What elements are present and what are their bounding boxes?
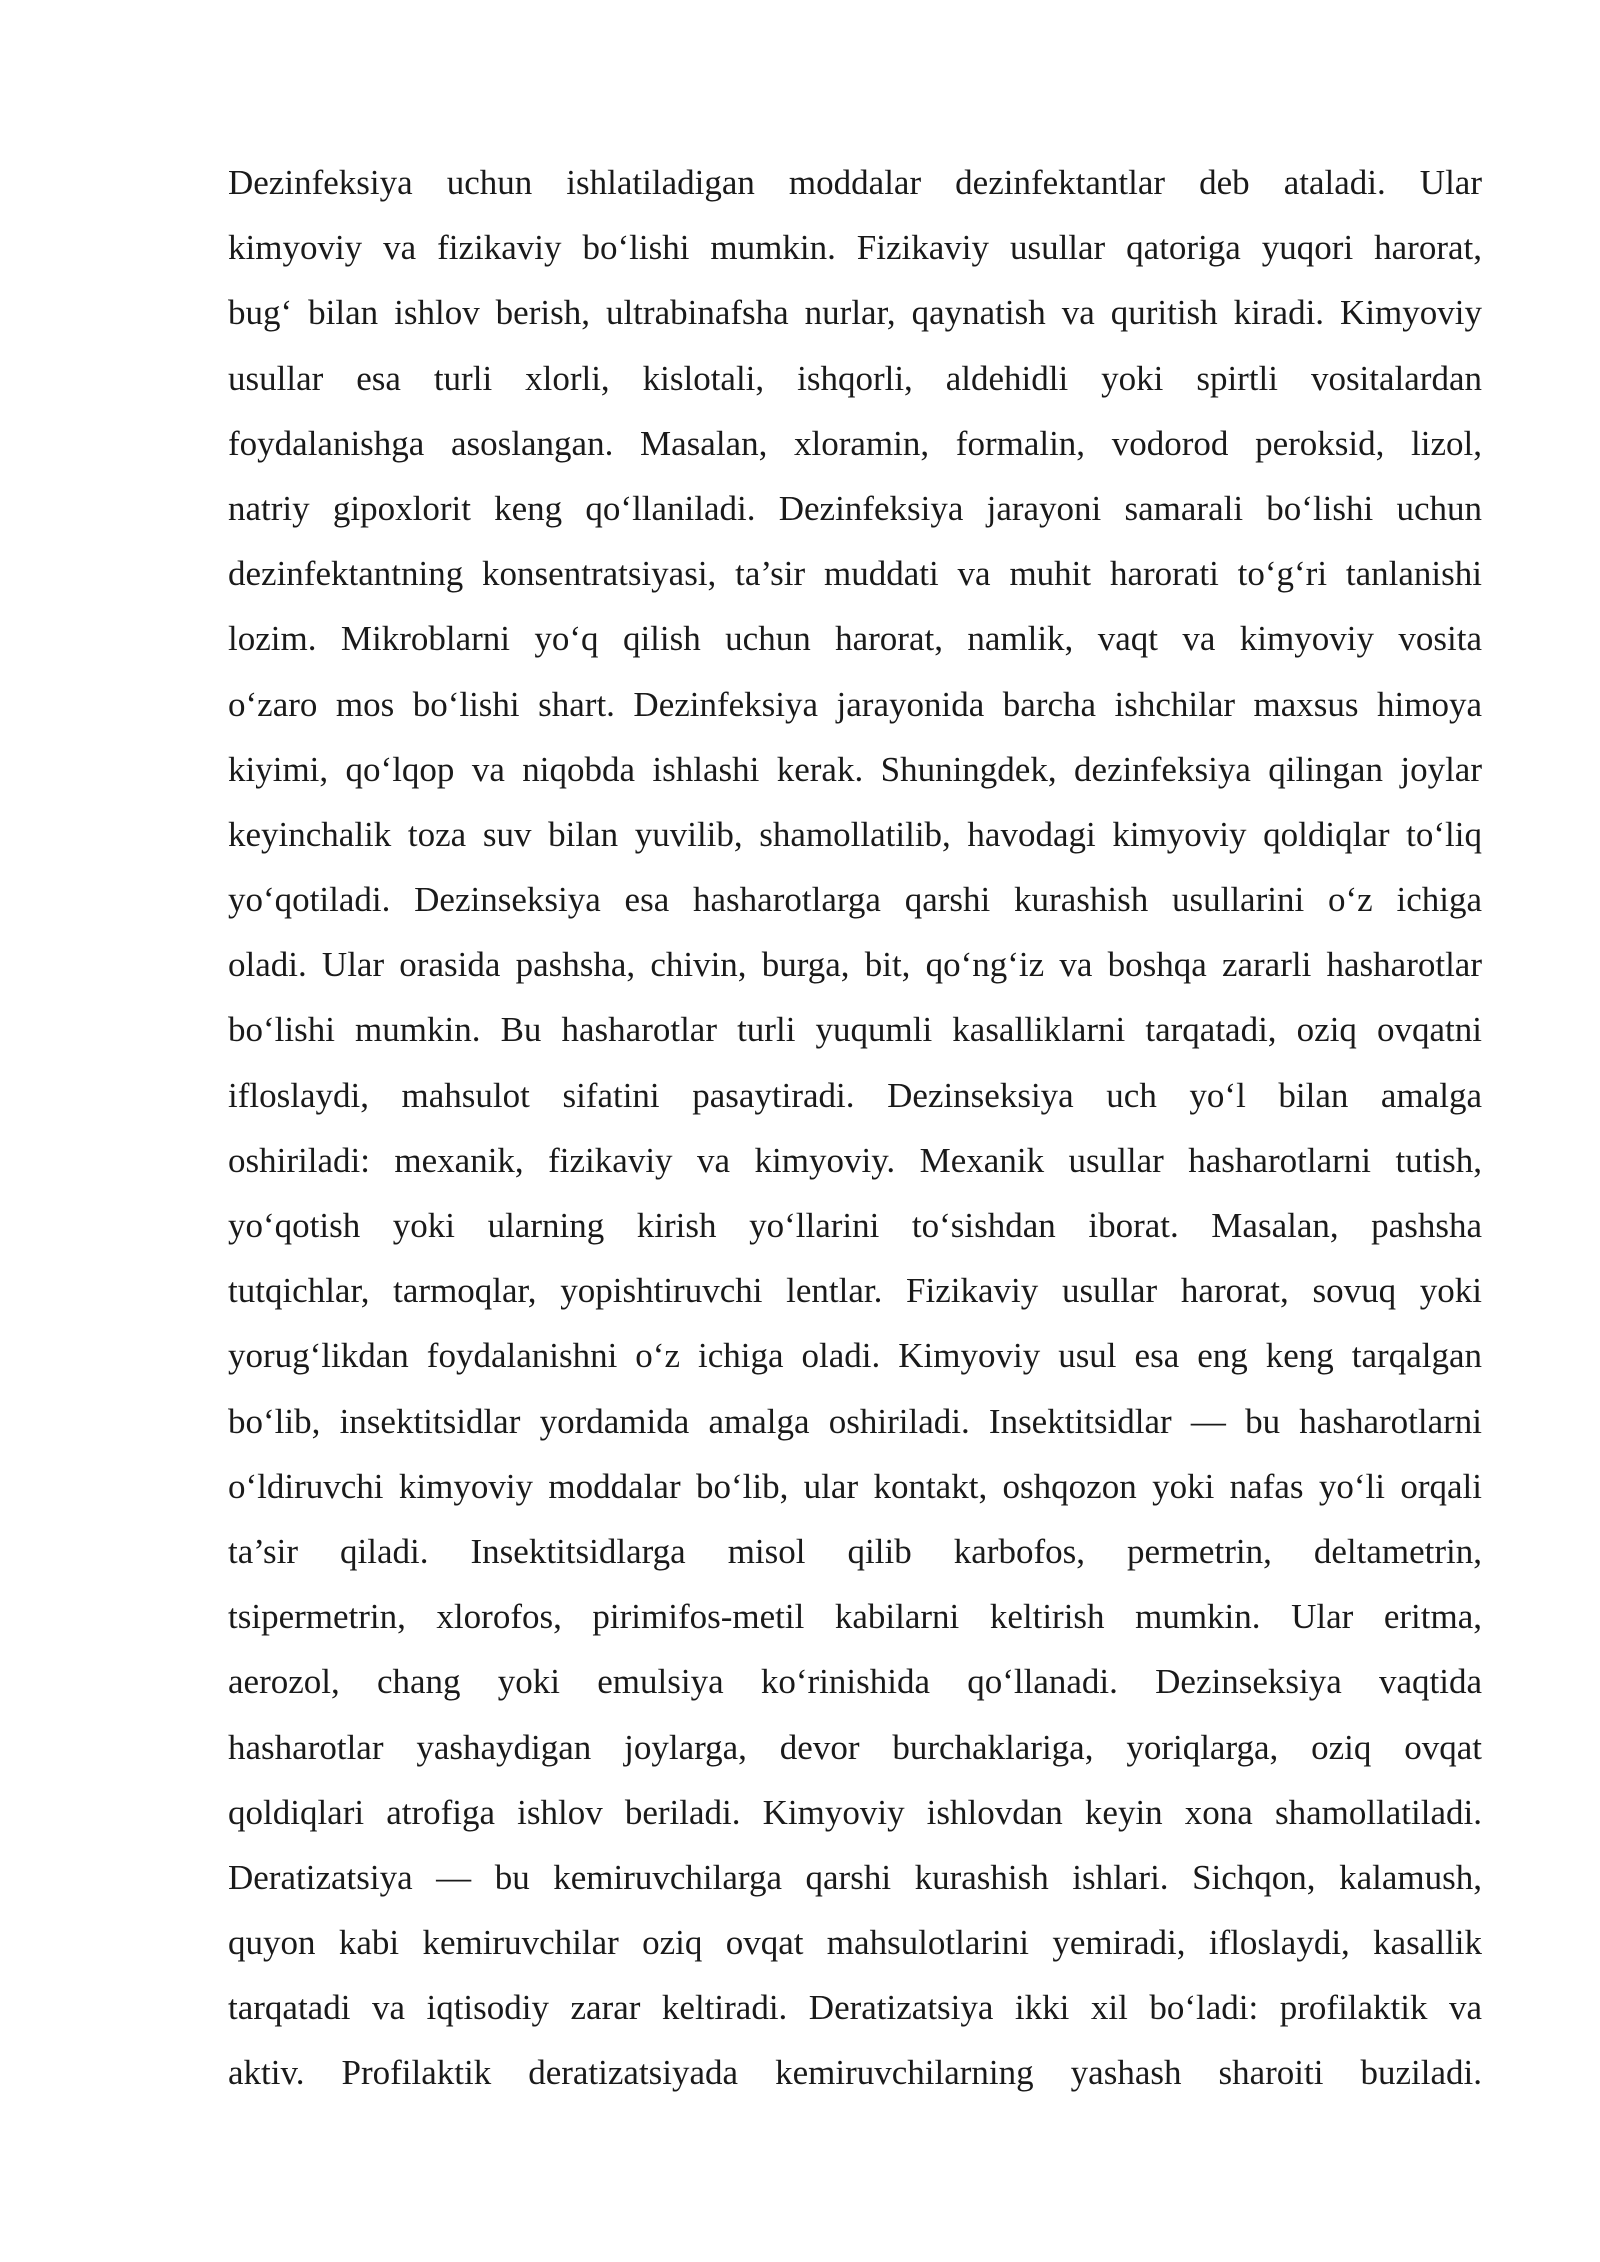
- text-line: dezinfektantning konsentratsiyasi, ta’sir muddati va muhit harorati to‘g‘ri tanlanishi: [228, 554, 1482, 594]
- text-line: o‘ldiruvchi kimyoviy moddalar bo‘lib, ular kontakt, oshqozon yoki nafas yo‘li orqali: [228, 1466, 1482, 1506]
- text-line: yo‘qotish yoki ularning kirish yo‘llarini to‘sishdan iborat. Masalan, pashsha: [228, 1206, 1482, 1245]
- body-paragraph: [228, 150, 1482, 2106]
- text-line: Deratizatsiya — bu kemiruvchilarga qarshi kurashish ishlari. Sichqon, kalamush,: [228, 1857, 1482, 1897]
- text-line: Dezinfeksiya uchun ishlatiladigan moddalar dezinfektantlar deb ataladi. Ular: [228, 163, 1482, 202]
- text-line: foydalanishga asoslangan. Masalan, xloramin, formalin, vodorod peroksid, lizol,: [228, 423, 1482, 463]
- text-line: ifloslaydi, mahsulot sifatini pasaytiradi. Dezinseksiya uch yo‘l bilan amalga: [228, 1075, 1482, 1115]
- text-line: kiyimi, qo‘lqop va niqobda ishlashi kerak. Shuningdek, dezinfeksiya qilingan joylar: [228, 749, 1482, 789]
- text-line: kimyoviy va fizikaviy bo‘lishi mumkin. Fizikaviy usullar qatoriga yuqori harorat,: [228, 228, 1482, 268]
- text-line: usullar esa turli xlorli, kislotali, ishqorli, aldehidli yoki spirtli vositalardan: [228, 358, 1482, 398]
- text-line: bo‘lishi mumkin. Bu hasharotlar turli yuqumli kasalliklarni tarqatadi, oziq ovqatni: [228, 1010, 1482, 1050]
- text-line: yorug‘likdan foydalanishni o‘z ichiga oladi. Kimyoviy usul esa eng keng tarqalgan: [228, 1336, 1482, 1376]
- text-line: quyon kabi kemiruvchilar oziq ovqat mahsulotlarini yemiradi, ifloslaydi, kasallik: [228, 1923, 1482, 1963]
- text-line: o‘zaro mos bo‘lishi shart. Dezinfeksiya jarayonida barcha ishchilar maxsus himoya: [228, 684, 1482, 724]
- text-line: aktiv. Profilaktik deratizatsiyada kemiruvchilarning yashash sharoiti buziladi.: [228, 2053, 1482, 2093]
- text-line: oladi. Ular orasida pashsha, chivin, burga, bit, qo‘ng‘iz va boshqa zararli hasharotlar: [228, 945, 1482, 985]
- text-line: bug‘ bilan ishlov berish, ultrabinafsha nurlar, qaynatish va quritish kiradi. Kimyoviy: [228, 293, 1482, 333]
- text-line: qoldiqlari atrofiga ishlov beriladi. Kimyoviy ishlovdan keyin xona shamollatiladi.: [228, 1792, 1482, 1832]
- text-line: bo‘lib, insektitsidlar yordamida amalga oshiriladi. Insektitsidlar — bu hasharotlarni: [228, 1401, 1482, 1441]
- text-line: ta’sir qiladi. Insektitsidlarga misol qilib karbofos, permetrin, deltametrin,: [228, 1531, 1482, 1571]
- text-line: oshiriladi: mexanik, fizikaviy va kimyoviy. Mexanik usullar hasharotlarni tutish,: [228, 1140, 1482, 1180]
- text-line: lozim. Mikroblarni yo‘q qilish uchun harorat, namlik, vaqt va kimyoviy vosita: [228, 619, 1482, 659]
- text-line: tsipermetrin, xlorofos, pirimifos-metil kabilarni keltirish mumkin. Ular eritma,: [228, 1597, 1482, 1637]
- text-line: tutqichlar, tarmoqlar, yopishtiruvchi lentlar. Fizikaviy usullar harorat, sovuq yoki: [228, 1271, 1482, 1311]
- text-line: yo‘qotiladi. Dezinseksiya esa hasharotlarga qarshi kurashish usullarini o‘z ichiga: [228, 880, 1482, 920]
- text-line: tarqatadi va iqtisodiy zarar keltiradi. Deratizatsiya ikki xil bo‘ladi: profilaktik va: [228, 1988, 1482, 2028]
- text-line: keyinchalik toza suv bilan yuvilib, shamollatilib, havodagi kimyoviy qoldiqlar to‘liq: [228, 814, 1482, 854]
- text-line: aerozol, chang yoki emulsiya ko‘rinishida qo‘llanadi. Dezinseksiya vaqtida: [228, 1662, 1482, 1702]
- text-line: natriy gipoxlorit keng qo‘llaniladi. Dezinfeksiya jarayoni samarali bo‘lishi uchun: [228, 488, 1482, 528]
- text-line: hasharotlar yashaydigan joylarga, devor burchaklariga, yoriqlarga, oziq ovqat: [228, 1727, 1482, 1767]
